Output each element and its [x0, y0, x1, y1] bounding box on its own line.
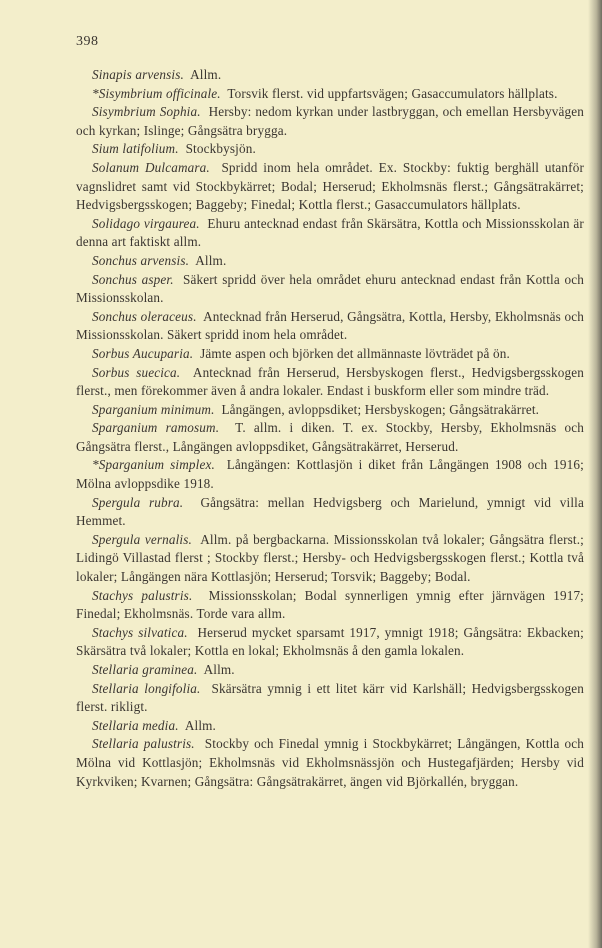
species-locality-text: Gångsätra: mellan Hedvigsberg och Marielund, ymnigt vid villa Hemmet. — [76, 494, 584, 529]
species-name: *Sisymbrium officinale. — [92, 85, 221, 101]
species-locality-text: Ehuru antecknad endast från Skärsätra, Kottla och Missionsskolan är denna art faktiskt allm. — [76, 215, 584, 250]
species-locality-text: Antecknad från Herserud, Hersbyskogen flerst., Hedvigsbergsskogen flerst., men förekommer även å andra lokaler. Endast i buskform eller som mindre träd. — [76, 364, 585, 399]
species-entry — [76, 661, 584, 680]
species-entry — [76, 364, 584, 401]
species-name: Spergula vernalis. — [92, 531, 192, 547]
species-name: Solanum Dulcamara. — [92, 159, 210, 175]
species-list — [76, 66, 584, 791]
species-name: Stachys silvatica. — [92, 624, 188, 640]
species-entry — [76, 494, 584, 531]
species-entry — [76, 252, 584, 271]
species-locality-text: Antecknad från Herserud, Gångsätra, Kottla, Hersby, Ekholmsnäs och Missionsskolan. Säkert spridd inom hela området. — [76, 308, 584, 343]
species-entry — [76, 308, 584, 345]
species-name: Stellaria longifolia. — [92, 680, 201, 696]
species-entry — [76, 717, 584, 736]
species-locality-text: Säkert spridd över hela området ehuru antecknad endast från Kottla och Missionsskolan. — [76, 271, 584, 306]
species-entry — [76, 85, 584, 104]
species-name: Sorbus suecica. — [92, 364, 181, 380]
species-name: Solidago virgaurea. — [92, 215, 200, 231]
species-name: Sonchus oleraceus. — [92, 308, 197, 324]
species-name: Spergula rubra. — [92, 494, 184, 510]
species-entry — [76, 735, 584, 791]
species-name: Sinapis arvensis. — [92, 67, 184, 82]
species-entry — [76, 345, 584, 364]
species-locality-text: Allm. — [195, 252, 227, 268]
species-locality-text: Jämte aspen och björken det allmännaste lövträdet på ön. — [200, 345, 510, 361]
species-locality-text: Herserud mycket sparsamt 1917, ymnigt 1918; Gångsätra: Ekbacken; Skärsätra två lokaler; Kottla en lokal; Ekholmsnäs å den gamla lokalen. — [76, 624, 584, 659]
species-locality-text: Hersby: nedom kyrkan under lastbryggan, och emellan Hersbyvägen och kyrkan; Islinge; Gångsätra brygga. — [76, 104, 584, 138]
species-name: Sonchus arvensis. — [92, 252, 190, 268]
species-name: Stachys palustris. — [92, 587, 193, 603]
species-entry — [76, 103, 584, 140]
page-edge-shadow — [588, 0, 602, 948]
species-entry — [76, 419, 584, 456]
species-locality-text: Allm. — [203, 662, 235, 677]
species-name: *Sparganium simplex. — [92, 457, 215, 473]
species-entry — [76, 587, 584, 624]
page-number: 398 — [76, 34, 99, 49]
species-entry — [76, 680, 584, 717]
species-name: Sonchus asper. — [92, 271, 174, 287]
species-entry — [76, 66, 584, 85]
species-name: Stellaria palustris. — [92, 736, 195, 752]
species-name: Sisymbrium Sophia. — [92, 104, 201, 120]
species-entry — [76, 140, 584, 159]
species-locality-text: Skärsätra ymnig i ett litet kärr vid Karlshäll; Hedvigsbergsskogen flerst. rikligt. — [76, 680, 584, 715]
species-entry — [76, 159, 584, 215]
species-name: Sium latifolium. — [92, 141, 179, 157]
species-name: Stellaria graminea. — [92, 662, 198, 677]
species-entry — [76, 401, 584, 420]
species-locality-text: Allm. på bergbackarna. Missionsskolan två lokaler; Gångsätra flerst.; Lidingö Villastad flerst ; Stockby flerst.; Hersby- och Hedvigsbergsskogen flerst.; Kottla två lokaler; Långängen nära Kottlasjön; Herserud; Torsvik; Baggeby; Bodal. — [76, 531, 584, 585]
species-locality-text: Stockbysjön. — [185, 141, 256, 157]
species-locality-text: Stockby och Finedal ymnig i Stockbykärret; Långängen, Kottla och Mölna vid Kottlasjön; Ekholmsnäs vid Ekholmsnässjön och Hustegafjärden; Hersby vid Kyrkviken; Kvarnen; Gångsätra: Gångsätrakärret, ängen vid Björkallén, bryggan. — [76, 736, 585, 789]
species-name: Sparganium minimum. — [92, 401, 215, 417]
species-name: Sparganium ramosum. — [92, 420, 220, 436]
species-name: Stellaria media. — [92, 717, 179, 733]
species-entry — [76, 531, 584, 587]
species-entry — [76, 215, 584, 252]
species-name: Sorbus Aucuparia. — [92, 345, 194, 361]
species-entry — [76, 271, 584, 308]
species-locality-text: Missionsskolan; Bodal synnerligen ymnig efter järnvägen 1917; Finedal; Ekholmsnäs. Torde vara allm. — [76, 587, 584, 622]
species-entry — [76, 624, 584, 661]
species-locality-text: Allm. — [190, 67, 222, 82]
species-locality-text: Långängen, avloppsdiket; Hersbyskogen; Gångsätrakärret. — [221, 401, 540, 417]
species-locality-text: T. allm. i diken. T. ex. Stockby, Hersby, Ekholmsnäs och Gångsätra flerst., Långängen avloppsdiket, Gångsätrakärret, Herserud. — [76, 420, 584, 454]
species-locality-text: Långängen: Kottlasjön i diket från Långängen 1908 och 1916; Mölna avloppsdike 1918. — [76, 457, 584, 492]
species-locality-text: Spridd inom hela området. Ex. Stockby: fuktig berghäll utanför vagnslidret samt vid Stockbykärret; Bodal; Herserud; Ekholmsnäs flerst.; Gångsätrakärret; Hedvigsbergsskogen; Baggeby; Finedal; Kottla flerst.; Gasaccumulators hällplats. — [76, 159, 584, 213]
species-entry — [76, 456, 584, 493]
species-locality-text: Allm. — [184, 717, 216, 733]
species-locality-text: Torsvik flerst. vid uppfartsvägen; Gasaccumulators hällplats. — [227, 85, 558, 101]
